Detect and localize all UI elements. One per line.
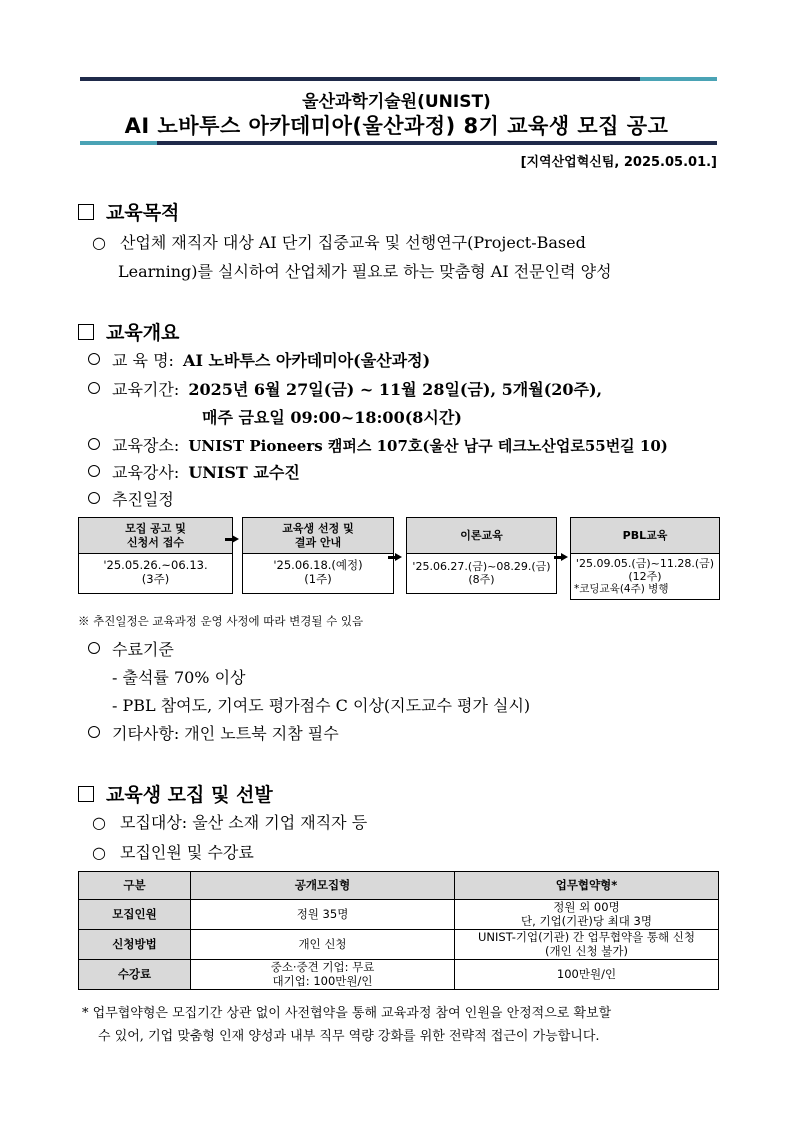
schedule-step-weeks: (1주) [304, 572, 332, 586]
schedule-step-weeks: (12주) [628, 569, 662, 583]
completion-row: 수료기준 [88, 637, 174, 660]
checkbox-square-icon [78, 786, 94, 802]
circle-bullet-icon [88, 465, 100, 477]
schedule-step-date: '25.09.05.(금)~11.28.(금) [575, 556, 715, 570]
table-header: 구분 [79, 872, 191, 900]
arrow-right-icon [395, 553, 402, 561]
section-heading-recruit: 교육생 모집 및 선발 [78, 780, 273, 807]
header-top-accent [640, 77, 717, 81]
overview-period-row: 교육기간: 2025년 6월 27일(금) ~ 11월 28일(금), 5개월(20주), [88, 377, 602, 400]
table-cell: 중소·중견 기업: 무료 대기업: 100만원/인 [191, 960, 455, 990]
schedule-step-note: *코딩교육(4주) 병행 [574, 582, 669, 595]
circle-bullet-icon [88, 382, 100, 394]
overview-place-row: 교육장소: UNIST Pioneers 캠퍼스 107호(울산 남구 테크노산업로55번길 10) [88, 433, 668, 456]
schedule-step-head: 교육생 선정 및 결과 안내 [243, 518, 393, 554]
completion-item-2: - PBL 참여도, 기여도 평가점수 C 이상(지도교수 평가 실시) [112, 696, 531, 715]
table-row [79, 960, 719, 990]
overview-instructor-row: 교육강사: UNIST 교수진 [88, 460, 300, 483]
circle-bullet-icon [88, 726, 100, 738]
table-row [79, 900, 719, 930]
schedule-step-weeks: (3주) [141, 572, 170, 586]
table-cell: 100만원/인 [455, 960, 719, 990]
schedule-step-date: '25.06.27.(금)~08.29.(금) [412, 559, 551, 573]
org-name: 울산과학기술원(UNIST) [302, 92, 491, 112]
schedule-step-head: 이론교육 [407, 518, 556, 554]
table-row [79, 930, 719, 960]
header-bottom-rule [80, 141, 717, 145]
table-cell: 신청방법 [79, 930, 191, 960]
schedule-note: ※ 추진일정은 교육과정 운영 사정에 따라 변경될 수 있음 [78, 614, 364, 628]
schedule-step-3 [406, 517, 557, 594]
table-cell: 수강료 [79, 960, 191, 990]
fee-table [78, 871, 719, 990]
purpose-line2: Learning)를 실시하여 산업체가 필요로 하는 맞춤형 AI 전문인력 양성 [118, 262, 612, 281]
checkbox-square-icon [78, 204, 94, 220]
overview-schedule-row: 추진일정 [88, 487, 174, 510]
hollow-circle-bullet-icon: ○ [92, 233, 106, 252]
circle-bullet-icon [88, 438, 100, 450]
recruit-target-row: ○ 모집대상: 울산 소재 기업 재직자 등 [92, 813, 368, 832]
hollow-circle-bullet-icon: ○ [92, 813, 106, 832]
circle-bullet-icon [88, 353, 100, 365]
checkbox-square-icon [78, 324, 94, 340]
arrow-right-icon [232, 535, 239, 543]
completion-item-1: - 출석률 70% 이상 [112, 668, 246, 687]
table-cell: UNIST-기업(기관) 간 업무협약을 통해 신청 (개인 신청 불가) [455, 930, 719, 960]
schedule-step-2 [242, 517, 394, 594]
schedule-step-weeks: (8주) [468, 573, 495, 586]
hollow-circle-bullet-icon: ○ [92, 843, 106, 862]
etc-row: 기타사항: 개인 노트북 지참 필수 [88, 721, 339, 744]
schedule-step-head: 모집 공고 및 신청서 접수 [79, 518, 232, 554]
table-cell: 개인 신청 [191, 930, 455, 960]
overview-name-row: 교 육 명: AI 노바투스 아카데미아(울산과정) [88, 348, 430, 371]
footnote-line1: * 업무협약형은 모집기간 상관 없이 사전협약을 통해 교육과정 참여 인원을 안정적으로 확보할 [82, 1006, 612, 1021]
dept-date: [지역산업혁신팀, 2025.05.01.] [520, 155, 717, 170]
circle-bullet-icon [88, 642, 100, 654]
arrow-right-icon [561, 553, 568, 561]
header-bottom-accent [80, 141, 157, 145]
schedule-step-1 [78, 517, 233, 594]
page-title: AI 노바투스 아카데미아(울산과정) 8기 교육생 모집 공고 [124, 114, 669, 138]
table-header: 업무협약형* [455, 872, 719, 900]
table-row [79, 872, 719, 900]
footnote-line2: 수 있어, 기업 맞춤형 인재 양성과 내부 직무 역량 강화를 위한 전략적 접근이 가능합니다. [98, 1029, 600, 1044]
schedule-step-date: '25.05.26.~06.13. [103, 558, 208, 573]
schedule-step-head: PBL교육 [571, 518, 719, 554]
circle-bullet-icon [88, 492, 100, 504]
recruit-fee-row: ○ 모집인원 및 수강료 [92, 843, 254, 862]
table-cell: 정원 35명 [191, 900, 455, 930]
overview-period-row2: 매주 금요일 09:00~18:00(8시간) [202, 408, 462, 427]
schedule-step-4 [570, 517, 720, 600]
section-heading-overview: 교육개요 [78, 318, 179, 345]
table-cell: 모집인원 [79, 900, 191, 930]
schedule-step-date: '25.06.18.(예정) [273, 558, 363, 573]
table-header: 공개모집형 [191, 872, 455, 900]
header-top-rule [80, 77, 717, 81]
section-heading-purpose: 교육목적 [78, 198, 179, 225]
table-cell: 정원 외 00명 단, 기업(기관)당 최대 3명 [455, 900, 719, 930]
purpose-line1: ○ 산업체 재직자 대상 AI 단기 집중교육 및 선행연구(Project-Based [92, 233, 586, 252]
